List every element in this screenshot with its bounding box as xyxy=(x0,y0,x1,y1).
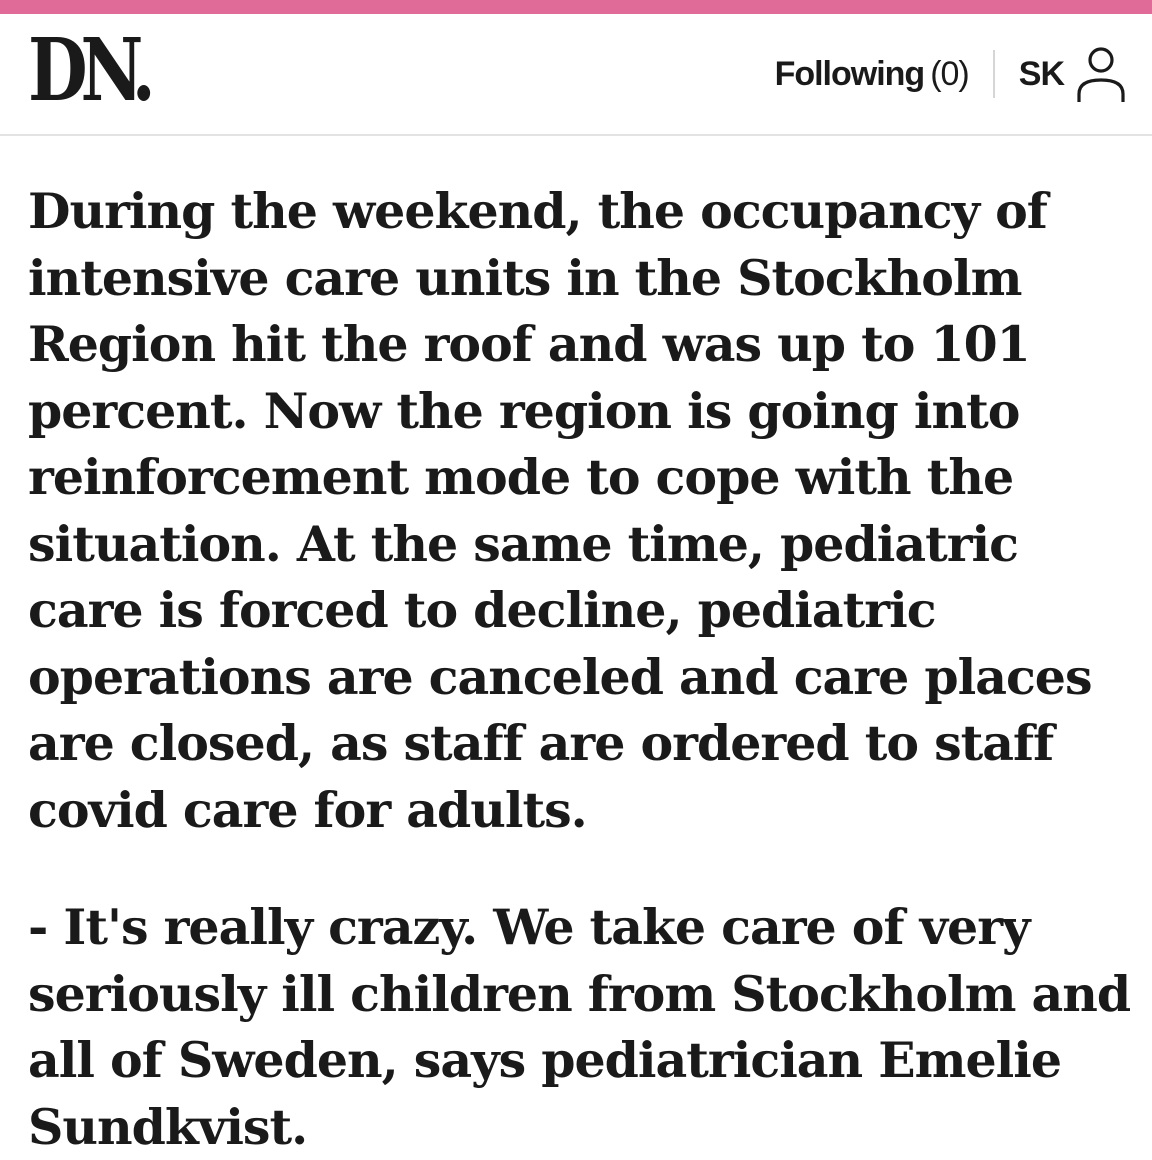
site-header xyxy=(0,14,1152,136)
article-body xyxy=(28,178,1138,1160)
header-nav xyxy=(775,44,1126,104)
dn-logo[interactable]: DN. xyxy=(28,20,149,121)
nav-divider xyxy=(993,50,995,98)
article-paragraph: During the weekend, the occupancy of intensive care units in the Stockholm Region hit the roof and was up to 101 percent. Now the region is going into reinforcement mode to cope with the situation. At the same time, pediatric care is forced to decline, pediatric operations are canceled and care places are closed, as staff are ordered to staff covid care for adults. xyxy=(28,182,1092,839)
person-icon[interactable] xyxy=(1076,44,1126,104)
article-paragraph: - It's really crazy. We take care of very seriously ill children from Stockholm and all of Sweden, says pediatrician Emelie Sundkvist. xyxy=(28,898,1131,1156)
top-accent-bar xyxy=(0,0,1152,14)
following-link[interactable] xyxy=(775,55,969,94)
user-initials[interactable]: SK xyxy=(1018,54,1064,93)
following-label: Following xyxy=(774,54,925,93)
following-count: (0) xyxy=(930,54,969,93)
